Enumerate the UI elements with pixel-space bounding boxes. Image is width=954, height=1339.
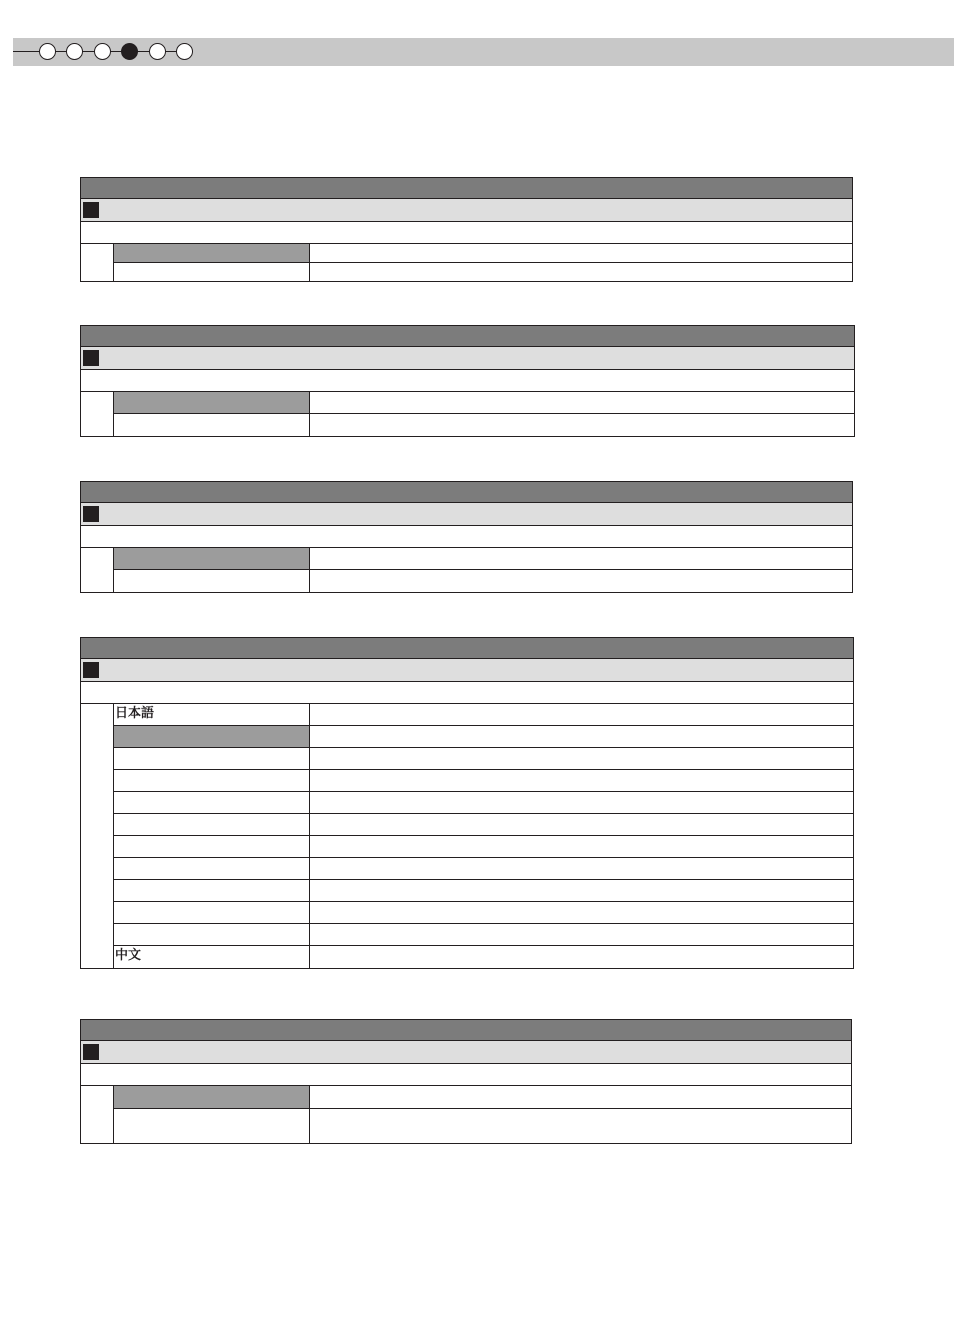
table-subheader (80, 659, 854, 682)
option-description (310, 1086, 851, 1108)
option-label: 日本語 (114, 704, 310, 725)
table-options (80, 1086, 852, 1144)
option-description (310, 880, 853, 901)
table-options (80, 392, 855, 437)
option-label (114, 570, 310, 592)
option-description (310, 244, 852, 262)
option-row[interactable] (114, 548, 852, 570)
square-marker-icon (83, 1044, 99, 1060)
table-subheader (80, 1041, 852, 1064)
option-description (310, 548, 852, 569)
language-row-japanese[interactable] (114, 704, 853, 726)
table-description-row (80, 526, 853, 548)
language-row[interactable] (114, 902, 853, 924)
table-description-row (80, 1064, 852, 1086)
option-label (114, 836, 310, 857)
option-description (310, 836, 853, 857)
option-label (114, 414, 310, 436)
table-subheader (80, 199, 853, 222)
table-gutter (113, 548, 114, 592)
settings-table-2 (80, 325, 855, 437)
table-gutter (113, 1086, 114, 1143)
table-options (80, 244, 853, 282)
option-description (310, 902, 853, 923)
option-row[interactable] (114, 392, 854, 414)
option-description (310, 748, 853, 769)
option-description (310, 570, 852, 592)
language-row[interactable] (114, 748, 853, 770)
option-description (310, 704, 853, 725)
option-label: 中文 (114, 946, 310, 968)
step-dot-1 (39, 43, 56, 60)
table-options (80, 548, 853, 593)
table-description-row (80, 370, 855, 392)
option-label (114, 263, 310, 281)
option-description (310, 946, 853, 968)
step-dot-3 (94, 43, 111, 60)
square-marker-icon (83, 202, 99, 218)
option-label (114, 748, 310, 769)
option-label (114, 880, 310, 901)
language-row[interactable] (114, 880, 853, 902)
option-label (114, 924, 310, 945)
language-row[interactable] (114, 814, 853, 836)
step-dot-2 (66, 43, 83, 60)
option-row[interactable] (114, 1109, 851, 1143)
language-row[interactable] (114, 726, 853, 748)
table-header (80, 481, 853, 503)
language-row-chinese[interactable] (114, 946, 853, 968)
option-label (114, 792, 310, 813)
option-description (310, 770, 853, 791)
language-row[interactable] (114, 858, 853, 880)
option-description (310, 814, 853, 835)
option-row[interactable] (114, 1086, 851, 1109)
option-description (310, 263, 852, 281)
option-label (114, 548, 310, 569)
settings-table-5 (80, 1019, 852, 1144)
table-gutter (113, 244, 114, 281)
table-description-row (80, 222, 853, 244)
square-marker-icon (83, 662, 99, 678)
square-marker-icon (83, 350, 99, 366)
language-row[interactable] (114, 770, 853, 792)
option-description (310, 858, 853, 879)
settings-table-1 (80, 177, 853, 282)
option-row[interactable] (114, 414, 854, 436)
option-label (114, 1109, 310, 1143)
option-description (310, 392, 854, 413)
option-description (310, 1109, 851, 1143)
option-label (114, 392, 310, 413)
option-description (310, 726, 853, 747)
option-description (310, 414, 854, 436)
settings-table-3 (80, 481, 853, 593)
table-subheader (80, 347, 855, 370)
table-gutter (113, 704, 114, 968)
step-dot-4-active (121, 43, 138, 60)
table-gutter (113, 392, 114, 436)
option-row[interactable] (114, 244, 852, 263)
option-label (114, 814, 310, 835)
option-row[interactable] (114, 570, 852, 592)
step-dot-5 (149, 43, 166, 60)
option-description (310, 924, 853, 945)
language-row[interactable] (114, 792, 853, 814)
table-header (80, 177, 853, 199)
settings-table-language (80, 637, 854, 969)
table-header (80, 325, 855, 347)
table-header (80, 637, 854, 659)
option-label (114, 1086, 310, 1108)
option-label (114, 770, 310, 791)
table-header (80, 1019, 852, 1041)
option-row[interactable] (114, 263, 852, 281)
table-description-row (80, 682, 854, 704)
option-description (310, 792, 853, 813)
language-row[interactable] (114, 836, 853, 858)
option-label (114, 726, 310, 747)
option-label (114, 858, 310, 879)
table-options (80, 704, 854, 969)
step-dot-6 (176, 43, 193, 60)
square-marker-icon (83, 506, 99, 522)
table-subheader (80, 503, 853, 526)
language-row[interactable] (114, 924, 853, 946)
option-label (114, 902, 310, 923)
option-label (114, 244, 310, 262)
